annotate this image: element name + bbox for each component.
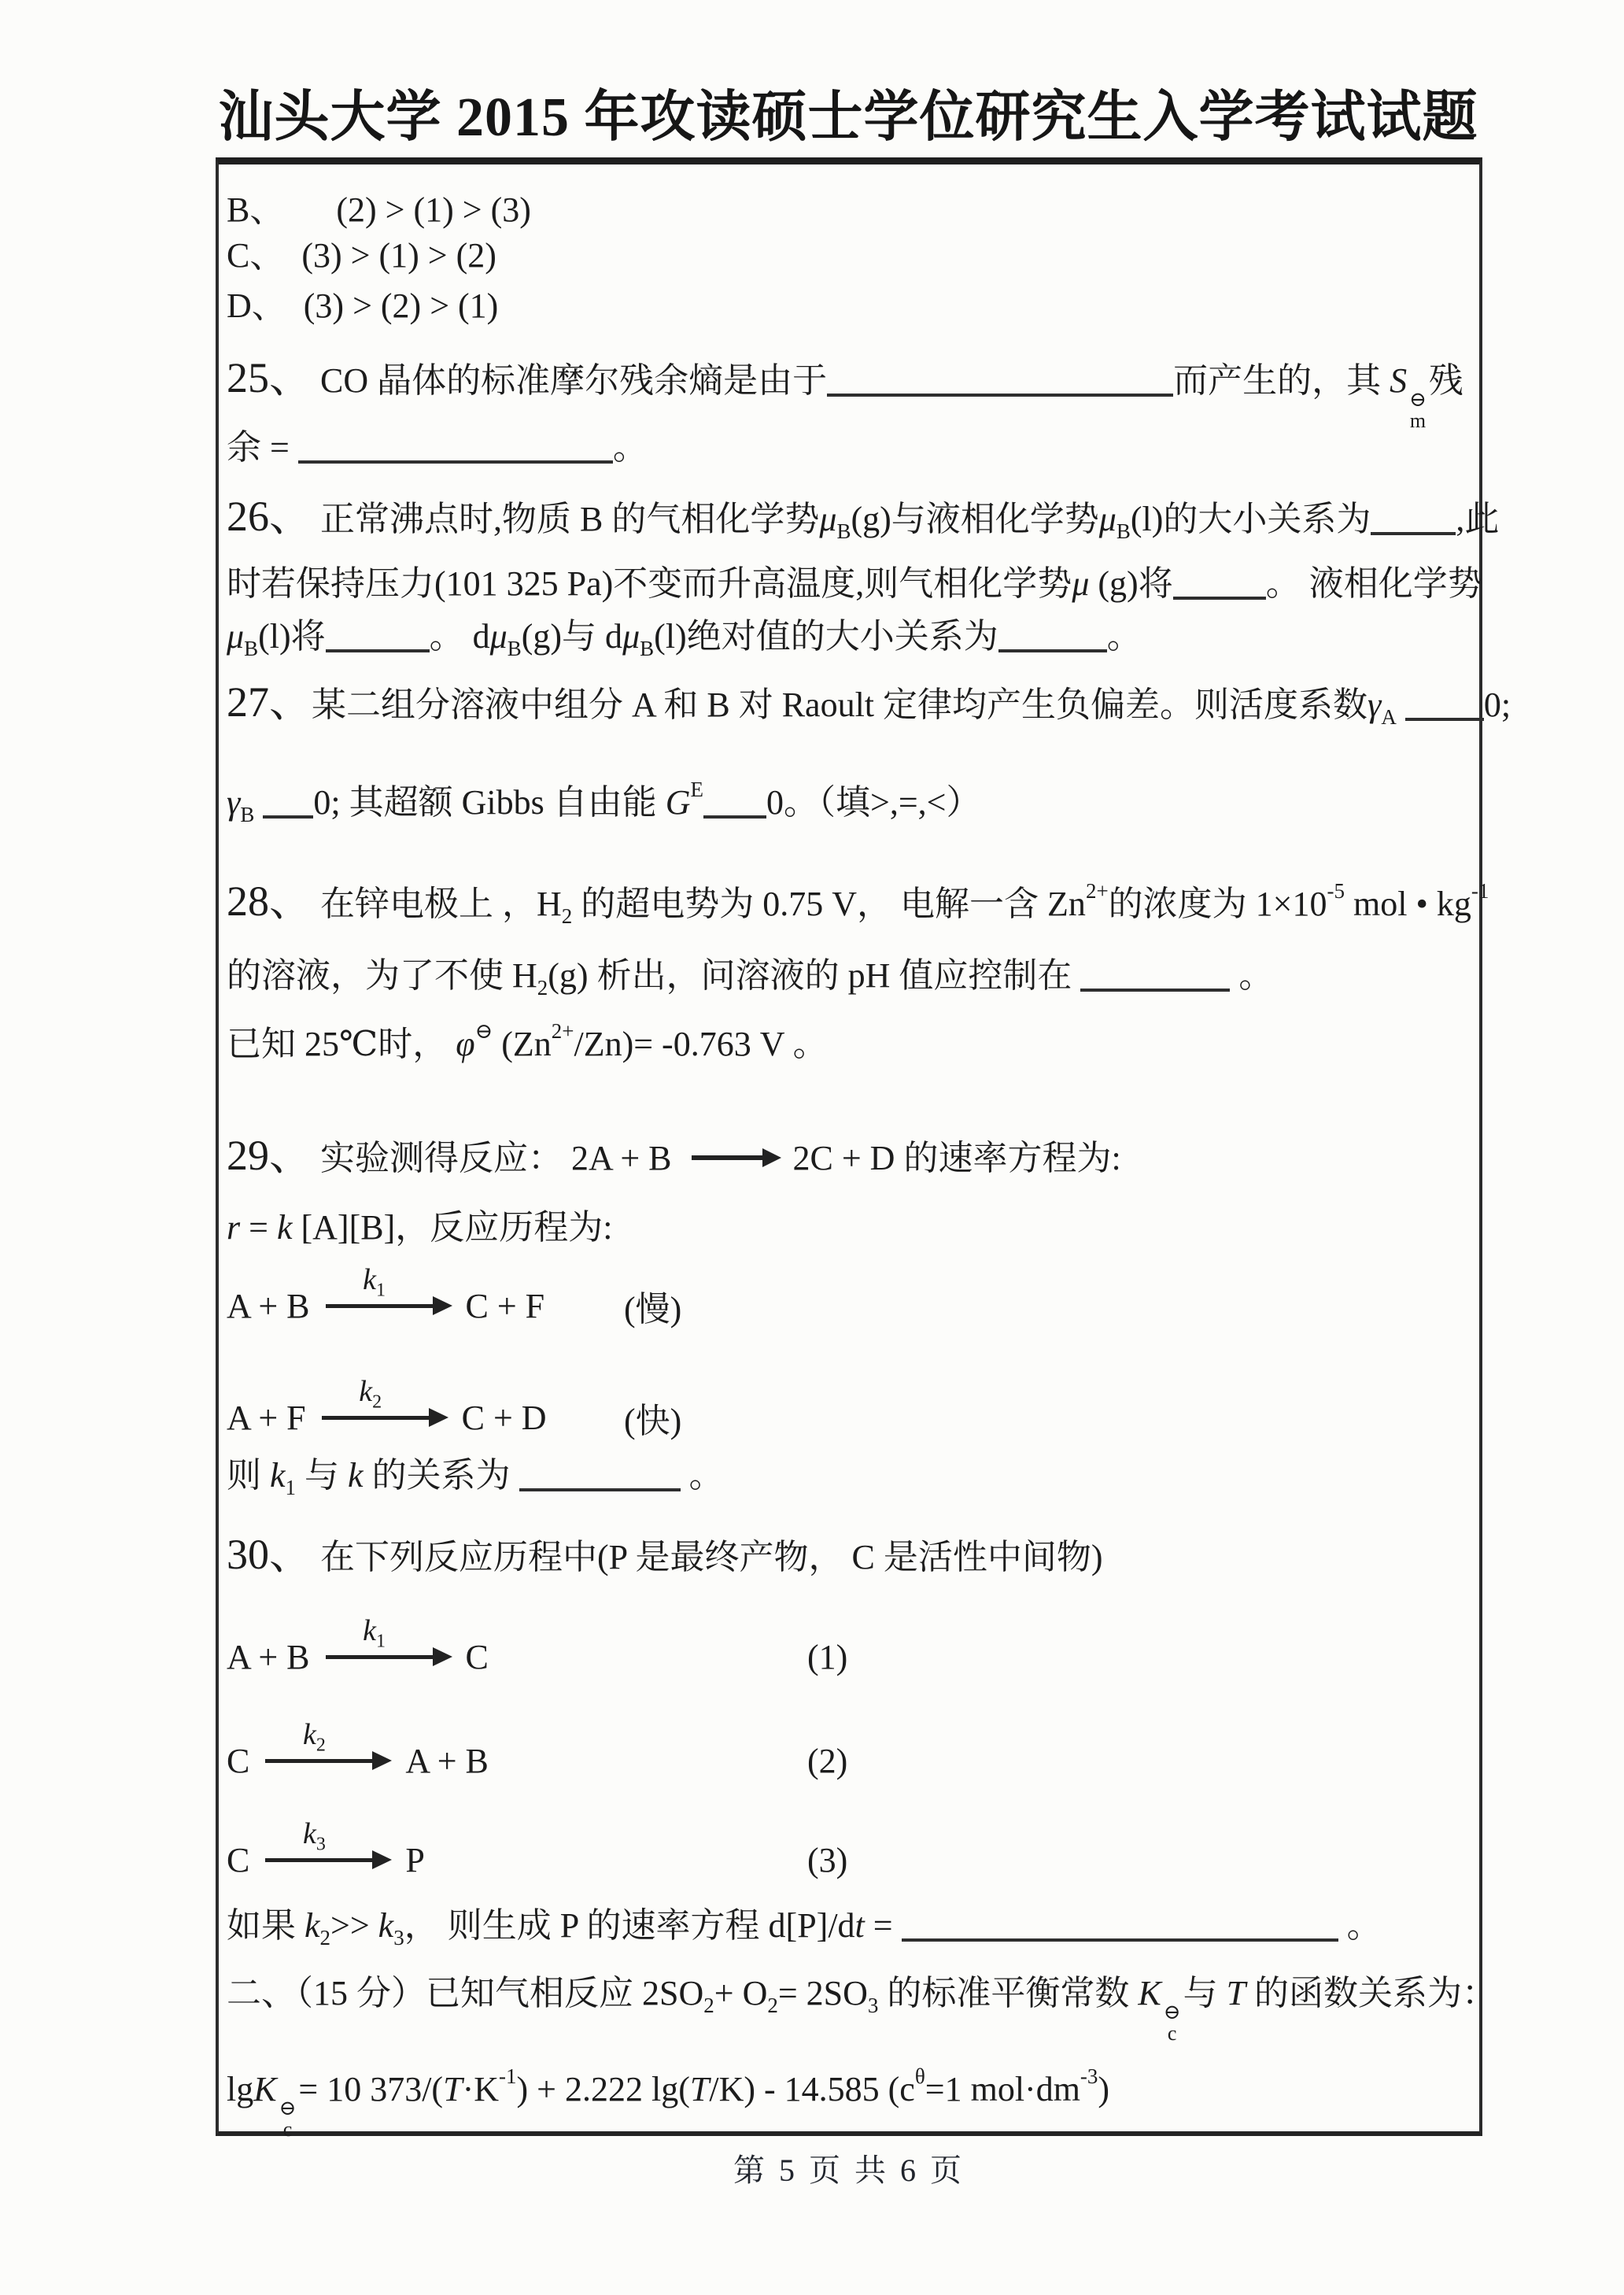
content-box xyxy=(216,157,1511,2141)
page-title: 汕头大学 2015 年攻读硕士学位研究生入学考试试题 xyxy=(218,87,1478,148)
reaction-number: (1) xyxy=(807,1637,848,1676)
question-26-line-3: $\mu_B(l)$将 。 $d\mu_B(g)$与 $d\mu_B(l)$绝对值的大小关系为 。 xyxy=(227,617,1142,660)
reaction-arrow-icon xyxy=(326,1262,434,1308)
reaction-speed-note: (快) xyxy=(624,1402,682,1440)
question-28-line-1: 28、 在锌电极上 ，$H_2$ 的超电势为 0.75 V， 电解一含 $Zn^{2+}$的浓度为 $1\times 10^{-5}$ mol • $kg^{-1}$ xyxy=(227,878,1489,928)
question-26-line-1: 26、 正常沸点时,物质 B 的气相化学势$\mu_B(g)$与液相化学势$\mu_B(l)$的大小关系为 ,此 xyxy=(227,493,1500,543)
blank-underline xyxy=(1173,592,1266,600)
question-26-line-2: 时若保持压力(101 325 Pa)不变而升高温度,则气相化学势μ (g)将 。 液相化学势 xyxy=(227,564,1482,603)
blank-underline xyxy=(1080,984,1230,992)
question-30-condition: 如果 $k_2>> k_3$， 则生成 P 的速率方程 d[P]/dt = 。 xyxy=(227,1906,1382,1949)
question-30-heading: 30、 在下列反应历程中(P 是最终产物， C 是活性中间物) xyxy=(227,1531,1103,1578)
reaction-arrow-icon xyxy=(326,1613,434,1659)
blank-underline xyxy=(1371,527,1456,535)
question-29-reaction-1 xyxy=(227,1262,682,1329)
option-d: D、 (3) > (2) > (1) xyxy=(227,286,499,325)
blank-underline xyxy=(998,645,1107,652)
option-c: C、 (3) > (1) > (2) xyxy=(227,236,496,275)
reaction-right: P xyxy=(405,1840,425,1879)
rate-constant-label: $k_2$ xyxy=(359,1374,382,1413)
blank-underline xyxy=(326,645,430,652)
reaction-speed-note: (慢) xyxy=(624,1290,682,1329)
question-27-line-1: 27、某二组分溶液中组分 A 和 B 对 Raoult 定律均产生负偏差。则活度系数$\gamma_A$ 0; xyxy=(227,678,1511,729)
reaction-left: A + B xyxy=(227,1286,310,1325)
blank-underline xyxy=(298,456,613,464)
reaction-right: C + D xyxy=(461,1398,547,1437)
question-25-line-1: 25、 CO 晶体的标准摩尔残余熵是由于 而产生的，其 S ⊖ m 残 xyxy=(227,354,1463,432)
question-30-reaction-1 xyxy=(227,1613,848,1680)
reaction-left: C xyxy=(227,1840,250,1879)
reaction-arrow-icon xyxy=(322,1374,430,1420)
blank-underline xyxy=(827,389,1173,397)
blank-underline xyxy=(1405,713,1484,721)
blank-underline xyxy=(703,811,766,819)
right-arrow-icon xyxy=(692,1155,764,1160)
reaction-right: C + F xyxy=(465,1286,545,1325)
reaction-arrow-icon xyxy=(265,1816,374,1862)
question-30-reaction-2 xyxy=(227,1717,848,1784)
question-29-relation: 则 $k_1$ 与 k 的关系为 。 xyxy=(227,1456,724,1499)
reaction-number: (2) xyxy=(807,1741,848,1780)
question-25-line-2: 余 = 。 xyxy=(227,428,648,467)
standard-state-symbol: ⊖ m xyxy=(1409,388,1427,432)
question-30-reaction-3 xyxy=(227,1816,848,1883)
question-28-line-2: 的溶液，为了不使 $H_2(g)$ 析出，问溶液的 pH 值应控制在 。 xyxy=(227,956,1274,1000)
option-b: B、 (2) > (1) > (3) xyxy=(227,190,531,229)
section-2-heading: 二、（15 分）已知气相反应 $2SO_2+ O_2= 2SO_3$ 的标准平衡常数 K ⊖ c 与 T 的函数关系为： xyxy=(227,1974,1497,2045)
reaction-left: A + F xyxy=(227,1398,306,1437)
reaction-number: (3) xyxy=(807,1840,848,1879)
reaction-left: C xyxy=(227,1741,250,1780)
rate-constant-label: $k_2$ xyxy=(303,1717,326,1756)
reaction-right: A + B xyxy=(405,1741,489,1780)
question-29-rate-equation: r = k [A][B]，反应历程为: xyxy=(227,1208,613,1247)
blank-underline xyxy=(902,1934,1338,1942)
question-28-line-3: 已知 25℃时， φ⊖ $(Zn^{2+}/Zn)= -0.763$ V 。 xyxy=(227,1019,828,1063)
blank-underline xyxy=(263,811,313,819)
rate-constant-label: $k_1$ xyxy=(363,1613,386,1652)
rate-constant-label: $k_1$ xyxy=(363,1262,386,1301)
rate-constant-label: $k_3$ xyxy=(303,1816,326,1855)
blank-underline xyxy=(519,1484,681,1491)
question-29-reaction-2 xyxy=(227,1374,682,1441)
standard-state-symbol: ⊖ c xyxy=(279,2097,297,2141)
reaction-right: C xyxy=(465,1637,489,1676)
question-27-line-2: $\gamma_B$ 0; 其超额 Gibbs 自由能 $G^E$ 0。（填>,=,<） xyxy=(227,778,981,826)
standard-state-symbol: ⊖ c xyxy=(1163,2001,1181,2045)
reaction-arrow-icon xyxy=(265,1717,374,1763)
page-footer: 第 5 页 共 6 页 xyxy=(733,2153,965,2188)
reaction-left: A + B xyxy=(227,1637,310,1676)
section-2-formula: lgK ⊖ c = 10 $373/(T\cdot K^{-1}) + 2.222$ lg(T/K) - 14.585 ($c^\theta=1$ $mol\cdot dm^{-3}$) xyxy=(227,2064,1110,2141)
question-29-heading: 29、 实验测得反应： 2A + B 2C + D 的速率方程为: xyxy=(227,1132,1121,1179)
